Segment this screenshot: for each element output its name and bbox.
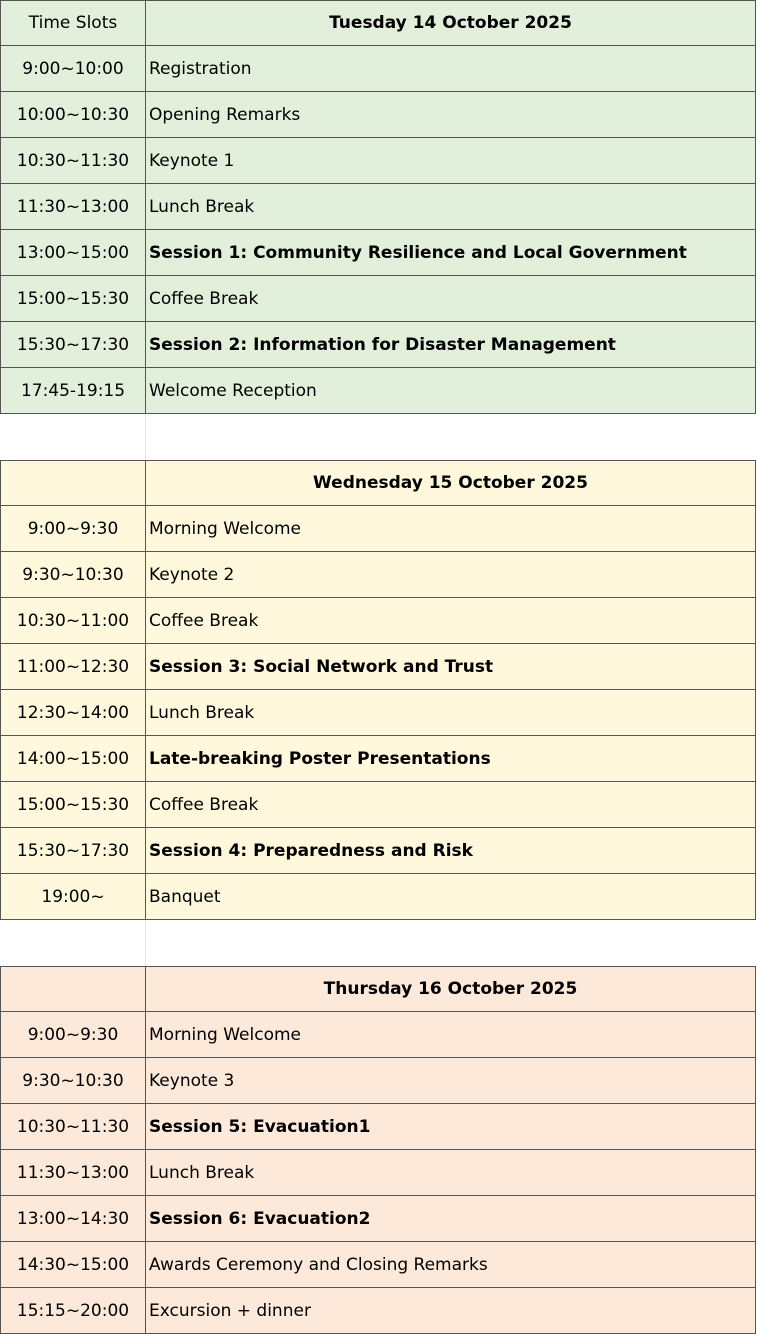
schedule-row [0, 506, 756, 552]
event-cell: Welcome Reception [146, 368, 756, 414]
schedule-row [0, 782, 756, 828]
session-title-cell: Session 1: Community Resilience and Local Government [146, 230, 756, 276]
schedule-row [0, 644, 756, 690]
event-cell: Excursion + dinner [146, 1288, 756, 1334]
time-slot-cell: 9:30~10:30 [0, 552, 146, 598]
day-title: Wednesday 15 October 2025 [146, 460, 756, 506]
time-slot-cell: 9:00~9:30 [0, 506, 146, 552]
day-title: Tuesday 14 October 2025 [146, 0, 756, 46]
time-slot-cell: 15:30~17:30 [0, 828, 146, 874]
time-slot-cell: 9:00~10:00 [0, 46, 146, 92]
schedule-row [0, 368, 756, 414]
event-cell: Lunch Break [146, 1150, 756, 1196]
schedule-row [0, 138, 756, 184]
session-title-cell: Session 4: Preparedness and Risk [146, 828, 756, 874]
day-header-row [0, 460, 756, 506]
time-slot-cell: 11:30~13:00 [0, 184, 146, 230]
schedule-day-tuesday [0, 0, 756, 414]
schedule-row [0, 276, 756, 322]
schedule-row [0, 46, 756, 92]
schedule-row [0, 1288, 756, 1334]
schedule-row [0, 598, 756, 644]
time-slot-cell: 9:00~9:30 [0, 1012, 146, 1058]
event-cell: Keynote 1 [146, 138, 756, 184]
time-slot-cell: 15:15~20:00 [0, 1288, 146, 1334]
time-slots-header [0, 460, 146, 506]
event-cell: Keynote 2 [146, 552, 756, 598]
event-cell: Registration [146, 46, 756, 92]
session-title-cell: Session 5: Evacuation1 [146, 1104, 756, 1150]
schedule-row [0, 1058, 756, 1104]
schedule-row [0, 828, 756, 874]
event-cell: Banquet [146, 874, 756, 920]
schedule-row [0, 1150, 756, 1196]
schedule-row [0, 736, 756, 782]
day-header-row [0, 966, 756, 1012]
session-title-cell: Session 2: Information for Disaster Management [146, 322, 756, 368]
event-cell: Coffee Break [146, 782, 756, 828]
schedule-day-wednesday [0, 460, 756, 920]
schedule-row [0, 1104, 756, 1150]
session-title-cell: Session 6: Evacuation2 [146, 1196, 756, 1242]
schedule-row [0, 230, 756, 276]
time-slot-cell: 15:00~15:30 [0, 782, 146, 828]
time-slot-cell: 19:00~ [0, 874, 146, 920]
event-cell: Lunch Break [146, 690, 756, 736]
schedule-row [0, 184, 756, 230]
schedule-row [0, 690, 756, 736]
event-cell: Keynote 3 [146, 1058, 756, 1104]
time-slot-cell: 9:30~10:30 [0, 1058, 146, 1104]
schedule-row [0, 1242, 756, 1288]
time-slot-cell: 10:30~11:30 [0, 1104, 146, 1150]
event-cell: Opening Remarks [146, 92, 756, 138]
event-cell: Coffee Break [146, 276, 756, 322]
schedule-row [0, 1196, 756, 1242]
time-slot-cell: 17:45-19:15 [0, 368, 146, 414]
spacer-row [0, 920, 756, 966]
event-cell: Morning Welcome [146, 1012, 756, 1058]
schedule-row [0, 322, 756, 368]
time-slot-cell: 15:30~17:30 [0, 322, 146, 368]
session-title-cell: Session 3: Social Network and Trust [146, 644, 756, 690]
schedule-row [0, 1012, 756, 1058]
schedule-row [0, 552, 756, 598]
day-title: Thursday 16 October 2025 [146, 966, 756, 1012]
time-slot-cell: 14:00~15:00 [0, 736, 146, 782]
time-slot-cell: 10:30~11:30 [0, 138, 146, 184]
day-header-row [0, 0, 756, 46]
event-cell: Morning Welcome [146, 506, 756, 552]
event-cell: Coffee Break [146, 598, 756, 644]
event-cell: Lunch Break [146, 184, 756, 230]
schedule-day-thursday [0, 966, 756, 1334]
time-slot-cell: 10:30~11:00 [0, 598, 146, 644]
time-slot-cell: 10:00~10:30 [0, 92, 146, 138]
time-slot-cell: 11:00~12:30 [0, 644, 146, 690]
time-slot-cell: 13:00~14:30 [0, 1196, 146, 1242]
time-slot-cell: 15:00~15:30 [0, 276, 146, 322]
schedule-row [0, 92, 756, 138]
time-slots-header: Time Slots [0, 0, 146, 46]
time-slot-cell: 14:30~15:00 [0, 1242, 146, 1288]
time-slots-header [0, 966, 146, 1012]
spacer-row [0, 414, 756, 460]
time-slot-cell: 11:30~13:00 [0, 1150, 146, 1196]
event-cell: Awards Ceremony and Closing Remarks [146, 1242, 756, 1288]
time-slot-cell: 12:30~14:00 [0, 690, 146, 736]
schedule-row [0, 874, 756, 920]
session-title-cell: Late-breaking Poster Presentations [146, 736, 756, 782]
time-slot-cell: 13:00~15:00 [0, 230, 146, 276]
